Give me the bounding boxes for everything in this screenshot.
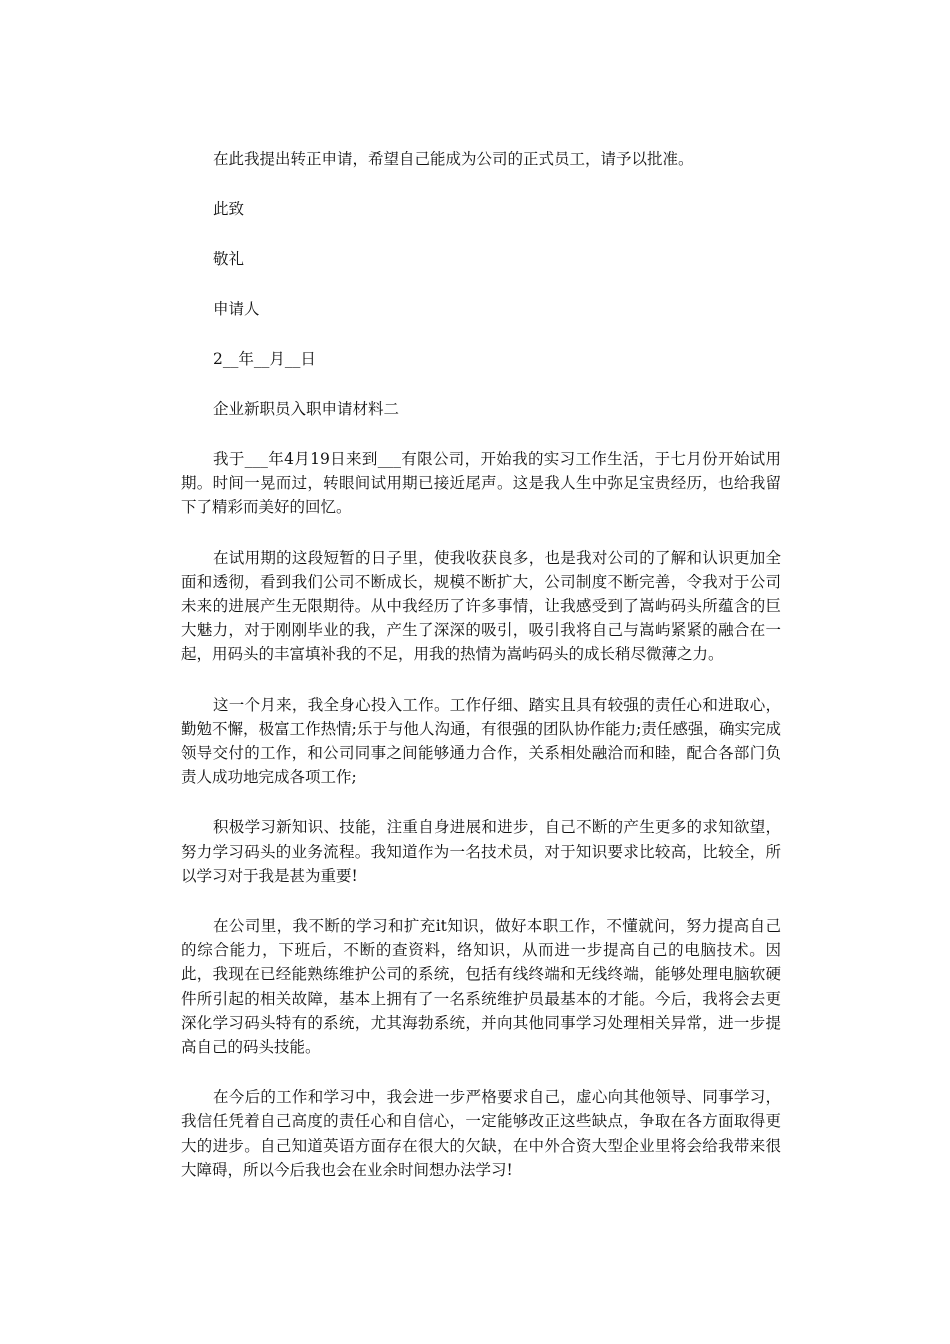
paragraph-3: 这一个月来，我全身心投入工作。工作仔细、踏实且具有较强的责任心和进取心，勤勉不懈，极富工作热情;乐于与他人沟通，有很强的团队协作能力;责任感强，确实完成领导交付的工作，和公司同事之间能够通力合作，关系相处融洽而和睦，配合各部门负责人成功地完成各项工作; bbox=[181, 695, 781, 787]
paragraph-4: 积极学习新知识、技能，注重自身进展和进步，自己不断的产生更多的求知欲望，努力学习码头的业务流程。我知道作为一名技术员，对于知识要求比较高，比较全，所以学习对于我是甚为重要! bbox=[181, 818, 781, 885]
paragraph-2: 在试用期的这段短暂的日子里，使我收获良多，也是我对公司的了解和认识更加全面和透彻，看到我们公司不断成长，规模不断扩大，公司制度不断完善，令我对于公司未来的进展产生无限期待。从中我经历了许多事情，让我感受到了嵩屿码头所蕴含的巨大魅力，对于刚刚毕业的我，产生了深深的吸引，吸引我将自己与嵩屿紧紧的融合在一起，用码头的丰富填补我的不足，用我的热情为嵩屿码头的成长稍尽微薄之力。 bbox=[181, 548, 781, 664]
paragraph-6: 在今后的工作和学习中，我会进一步严格要求自己，虚心向其他领导、同事学习，我信任凭着自己高度的责任心和自信心，一定能够改正这些缺点，争取在各方面取得更大的进步。自己知道英语方面存在很大的欠缺，在中外合资大型企业里将会给我带来很大障碍，所以今后我也会在业余时间想办法学习! bbox=[181, 1088, 781, 1179]
salutation-cizhi: 此致 bbox=[213, 200, 245, 218]
salutation-jingli: 敬礼 bbox=[213, 250, 245, 268]
date-line: 2__年__月__日 bbox=[213, 350, 316, 368]
paragraph-5: 在公司里，我不断的学习和扩充it知识，做好本职工作，不懂就问，努力提高自己的综合能力，下班后，不断的查资料，络知识，从而进一步提高自己的电脑技术。因此，我现在已经能熟练维护公司的系统，包括有线终端和无线终端，能够处理电脑软硬件所引起的相关故障，基本上拥有了一名系统维护员最基本的才能。今后，我将会去更深化学习码头特有的系统，尤其海勃系统，并向其他同事学习处理相关异常，进一步提高自己的码头技能。 bbox=[181, 917, 781, 1057]
applicant-label: 申请人 bbox=[213, 300, 260, 318]
section-title: 企业新职员入职申请材料二 bbox=[213, 400, 400, 418]
request-sentence: 在此我提出转正申请，希望自己能成为公司的正式员工，请予以批准。 bbox=[213, 150, 694, 168]
paragraph-1: 我于___年4月19日来到___有限公司，开始我的实习工作生活，于七月份开始试用期。时间一晃而过，转眼间试用期已接近尾声。这是我人生中弥足宝贵经历，也给我留下了精彩而美好的回忆。 bbox=[181, 450, 781, 517]
document-body bbox=[181, 147, 781, 1208]
